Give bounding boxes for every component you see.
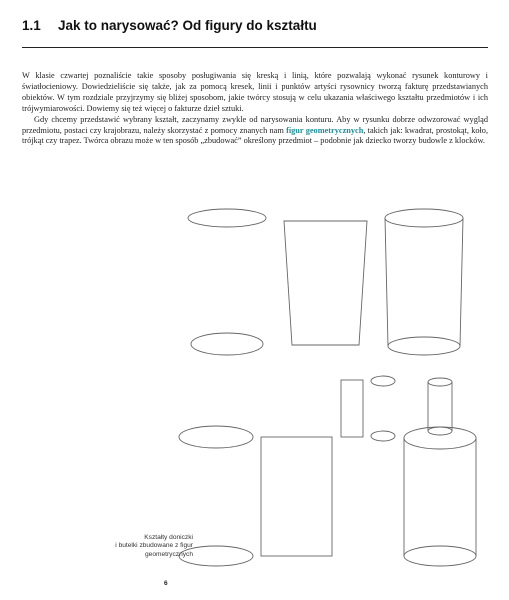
pot-bottom-ellipse-shape [191, 333, 263, 355]
bottle-body-rectangle-shape [261, 437, 332, 556]
page-number: 6 [164, 580, 168, 587]
paragraph-2-start: Gdy chcemy przedstawić wybrany kształt, zaczynamy zwykle od narysowania konturu. Aby w rysunku dobrze odwzorować wygląd przedmiotu, postaci czy krajobrazu, należy skorzystać z pomocy znanych nam [22, 114, 488, 135]
paragraph-2-end: , takich jak: kwadrat, prostokąt, koło, trójkąt czy trapez. Twórca obrazu może w ten sposób „zbudować” określony przedmiot – podobnie jak dziecko tworzy budowle z klocków. [22, 125, 489, 146]
bottle-neck-top-ellipse-shape [371, 376, 395, 386]
figure-caption [95, 534, 193, 559]
bottle-neck-rectangle-shape [341, 380, 363, 437]
pot-trapezoid-shape [284, 221, 367, 345]
section-number: 1.1 [22, 18, 41, 33]
term-geometric-figures: figur geometrycznych [286, 125, 364, 135]
caption-line-1: Kształty doniczki [144, 534, 193, 541]
section-title: Jak to narysować? Od figury do kształtu [58, 18, 317, 33]
bottle-body-top-ellipse-shape [179, 426, 253, 448]
pot-top-ellipse-shape [188, 209, 266, 227]
caption-line-2: i butelki zbudowane z figur [115, 542, 193, 550]
bottle-assembled [404, 378, 476, 566]
pot-assembled [385, 209, 463, 355]
bottle-neck-bottom-ellipse-shape [371, 431, 395, 441]
paragraph-1: W klasie czwartej poznaliście takie sposoby posługiwania się kreską i linią, które pozwalają wykonać rysunek konturowy i światłocieniowy. Dowiedzieliście się także, jak za pomocą kresek, linii i punktów artyści rysownicy tworzą fakturę przedstawianych obiektów. W tym rozdziale przyjrzymy się bliżej sposobom, jakie twórcy stosują w celu ukazania właściwego kształtu przedmiotów i ich trójwymiarowości. Dowiemy się też więcej o fakturze dzieł sztuki. [22, 71, 488, 113]
caption-line-3: geometrycznych [144, 550, 193, 558]
